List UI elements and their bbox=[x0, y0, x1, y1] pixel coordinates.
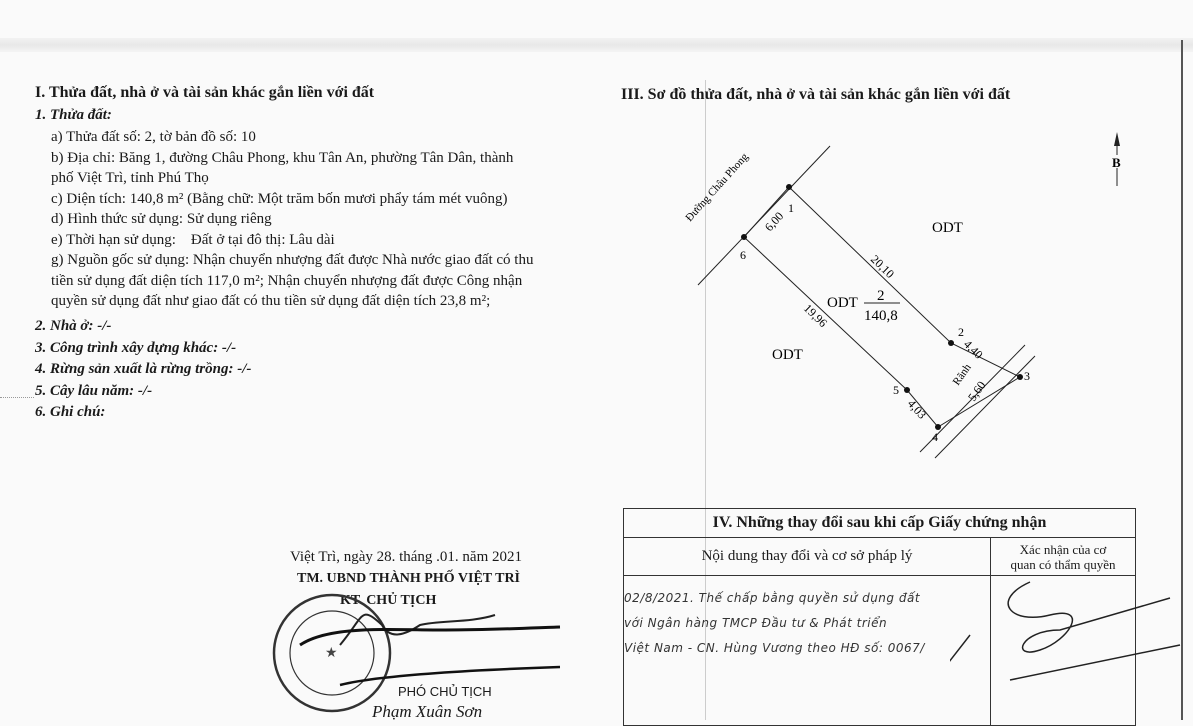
section3-title: III. Sơ đồ thửa đất, nhà ở và tài sản khác gắn liền với đất bbox=[621, 86, 1011, 103]
signer-title: PHÓ CHỦ TỊCH bbox=[398, 684, 492, 699]
edge-3-4: 5,60 bbox=[964, 378, 989, 404]
subsection-parcel: 1. Thửa đất: bbox=[35, 107, 112, 123]
point-6 bbox=[741, 234, 747, 240]
origin-line2: tiền sử dụng đất diện tích 117,0 m²; Nhận chuyển nhượng đất được Công nhận bbox=[51, 272, 523, 289]
area: c) Diện tích: 140,8 m² (Bằng chữ: Một trăm bốn mươi phẩy tám mét vuông) bbox=[51, 190, 508, 207]
usage-form: d) Hình thức sử dụng: Sử dụng riêng bbox=[51, 211, 272, 227]
origin-line1: g) Nguồn gốc sử dụng: Nhận chuyển nhượng đất được Nhà nước giao đất có thu bbox=[51, 252, 534, 268]
stamp-star-icon: ★ bbox=[325, 646, 338, 661]
origin-line3: quyền sử dụng đất như giao đất có thu tiền sử dụng đất diện tích 23,8 m²; bbox=[51, 293, 491, 309]
notes-item: 6. Ghi chú: bbox=[35, 404, 106, 420]
entry-line1: 02/8/2021. Thế chấp bằng quyền sử dụng đất bbox=[624, 591, 921, 605]
point-label-5: 5 bbox=[893, 383, 899, 397]
perennial-item: 5. Cây lâu năm: -/- bbox=[35, 382, 153, 399]
point-label-2: 2 bbox=[958, 325, 964, 339]
construction-item: 3. Công trình xây dựng khác: -/- bbox=[35, 339, 237, 356]
point-1 bbox=[786, 184, 792, 190]
point-5 bbox=[904, 387, 910, 393]
confirmation-signature bbox=[950, 570, 1190, 700]
address-line1: b) Địa chỉ: Băng 1, đường Châu Phong, khu Tân An, phường Tân Dân, thành bbox=[51, 149, 514, 166]
entry-line2: với Ngân hàng TMCP Đầu tư & Phát triển bbox=[624, 616, 888, 630]
parcel-use: ODT bbox=[827, 295, 858, 311]
parcel-number-label: 2 bbox=[877, 288, 885, 304]
edge-1-6: 6,00 bbox=[761, 209, 787, 235]
section1-title: I. Thửa đất, nhà ở và tài sản khác gắn liền với đất bbox=[35, 84, 375, 101]
neighbor-use-sw: ODT bbox=[772, 347, 803, 363]
col2-line1: Xác nhận của cơ bbox=[1019, 541, 1107, 557]
entry-line3: Việt Nam - CN. Hùng Vương theo HĐ số: 0067/ bbox=[624, 641, 925, 655]
change-entry bbox=[624, 576, 991, 726]
point-label-3: 3 bbox=[1024, 369, 1030, 383]
edge-4-5: 4,03 bbox=[904, 396, 930, 422]
parcel-area-label: 140,8 bbox=[864, 308, 898, 324]
signer-role: KT. CHỦ TỊCH bbox=[340, 593, 437, 608]
address-line2: phố Việt Trì, tỉnh Phú Thọ bbox=[51, 170, 209, 186]
parcel-number: a) Thửa đất số: 2, tờ bản đồ số: 10 bbox=[51, 129, 256, 145]
neighbor-use-ne: ODT bbox=[932, 220, 963, 236]
col2-line2: quan có thẩm quyền bbox=[1010, 556, 1116, 572]
forest-item: 4. Rừng sản xuất là rừng trồng: -/- bbox=[35, 361, 252, 377]
place-date: Việt Trì, ngày 28. tháng .01. năm 2021 bbox=[290, 549, 523, 565]
ditch-line-2 bbox=[935, 356, 1035, 458]
house-item: 2. Nhà ở: -/- bbox=[35, 318, 112, 334]
signer-name: Phạm Xuân Sơn bbox=[372, 702, 483, 721]
section4-title: IV. Những thay đổi sau khi cấp Giấy chứng nhận bbox=[624, 509, 1136, 538]
edge-1-2: 20,10 bbox=[867, 252, 898, 281]
north-arrow-icon bbox=[1111, 132, 1123, 186]
point-3 bbox=[1017, 374, 1023, 380]
official-stamp bbox=[270, 585, 570, 720]
edge-2-3: 4,40 bbox=[960, 337, 986, 362]
edge-5-6: 19,96 bbox=[800, 301, 831, 330]
column-header-content: Nội dung thay đổi và cơ sở pháp lý bbox=[624, 538, 991, 576]
point-2 bbox=[948, 340, 954, 346]
usage-term: e) Thời hạn sử dụng: Đất ở tại đô thị: Lâu dài bbox=[51, 231, 335, 248]
ditch-label: Rãnh bbox=[950, 361, 974, 388]
point-label-6: 6 bbox=[740, 248, 746, 262]
point-label-1: 1 bbox=[788, 201, 794, 215]
point-label-4: 4 bbox=[932, 430, 938, 444]
road-label: Đường Châu Phong bbox=[683, 150, 751, 225]
svg-text:B: B bbox=[1112, 155, 1121, 170]
issuing-org: TM. UBND THÀNH PHỐ VIỆT TRÌ bbox=[297, 571, 521, 586]
